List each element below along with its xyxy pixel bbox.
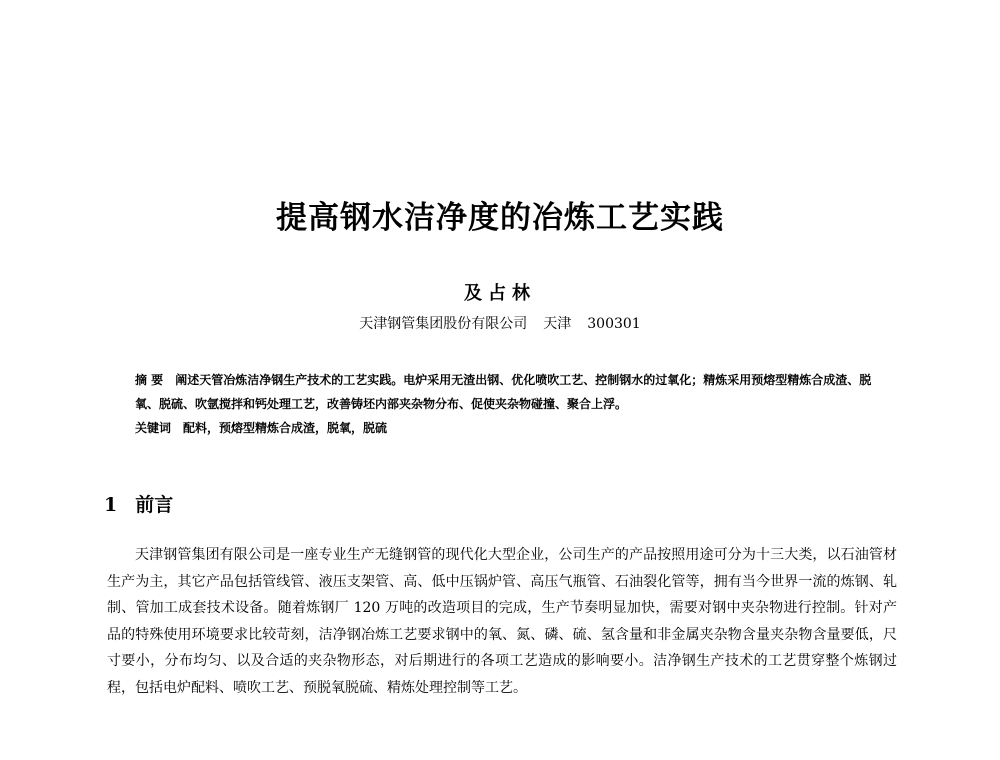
author-name: 及占林 (464, 283, 536, 304)
section-title: 前言 (135, 494, 174, 516)
keywords-label: 关键词 (135, 421, 172, 435)
abstract-label: 摘 要 (135, 373, 164, 387)
abstract-block (135, 368, 875, 440)
affiliation (0, 314, 1000, 334)
affiliation-city: 天津 (543, 316, 572, 332)
affiliation-postcode: 300301 (587, 316, 641, 332)
section-heading (104, 492, 173, 518)
affiliation-organization: 天津钢管集团股份有限公司 (359, 316, 528, 332)
keywords-text: 配料，预熔型精炼合成渣，脱氧，脱硫 (183, 421, 388, 435)
abstract-text: 阐述天管冶炼洁净钢生产技术的工艺实践。电炉采用无渣出钢、优化喷吹工艺、控制钢水的过氧化；精炼采用预熔型精炼合成渣、脱氧、脱硫、吹氩搅拌和钙处理工艺，改善铸坯内部夹杂物分布、促使夹杂物碰撞、聚合上浮。 (135, 373, 872, 411)
section-number: 1 (104, 494, 118, 516)
abstract-paragraph (135, 368, 875, 416)
keywords-paragraph (135, 416, 875, 440)
paper-title: 提高钢水洁净度的冶炼工艺实践 (276, 200, 724, 236)
section-paragraph: 天津钢管集团有限公司是一座专业生产无缝钢管的现代化大型企业，公司生产的产品按照用途可分为十三大类，以石油管材生产为主，其它产品包括管线管、液压支架管、高、低中压锅炉管、高压气瓶管、石油裂化管等，拥有当今世界一流的炼钢、轧制、管加工成套技术设备。随着炼钢厂 120 万吨的改造项目的完成，生产节奏明显加快，需要对钢中夹杂物进行控制。针对产品的特殊使用环境要求比较苛刻，洁净钢冶炼工艺要求钢中的氧、氮、磷、硫、氢含量和非金属夹杂物含量夹杂物含量要低，尺寸要小，分布均匀、以及合适的夹杂物形态，对后期进行的各项工艺造成的影响要小。洁净钢生产技术的工艺贯穿整个炼钢过程，包括电炉配料、喷吹工艺、预脱氧脱硫、精炼处理控制等工艺。 (107, 547, 897, 696)
